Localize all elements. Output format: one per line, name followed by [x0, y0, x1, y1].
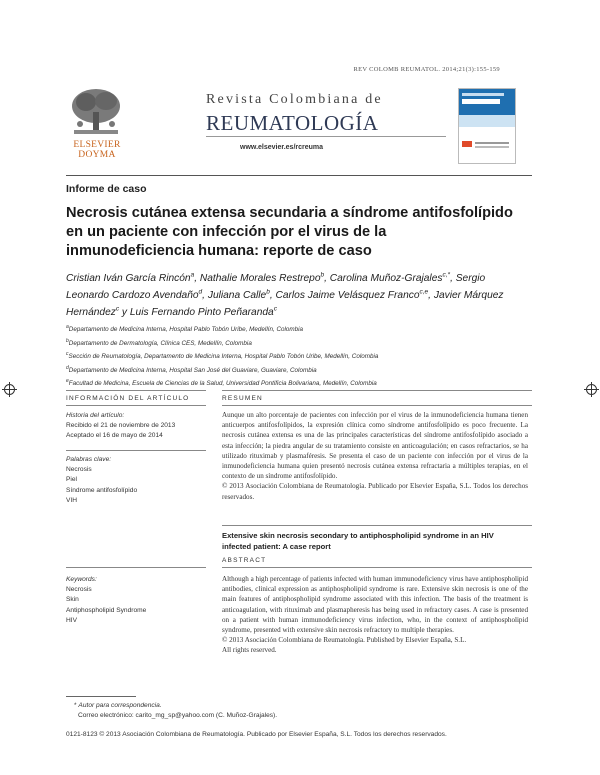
author: Luis Fernando Pinto Peñaranda$^c$: [129, 305, 277, 319]
affiliation: $^e$Facultad de Medicina, Escuela de Ciencias de la Salud, Universidad Pontificia Bolivariana, Medellín, Colombia: [66, 378, 377, 388]
article-history: [66, 411, 206, 442]
author: Carlos Jaime Velásquez Franco$^{c,e}$,: [275, 288, 432, 302]
header-divider: [206, 136, 446, 137]
article-info-rule: [66, 405, 206, 406]
article-title: Necrosis cutánea extensa secundaria a síndrome antifosfolípido en un paciente con infección por el virus de la inmunodeficiencia humana: reporte de caso: [66, 205, 513, 259]
abstract-copyright: © 2013 Asociación Colombiana de Reumatología. Published by Elsevier España, S.L.: [222, 636, 467, 645]
resumen-top-rule: [222, 390, 532, 391]
author: Carolina Muñoz-Grajales$^{c,*}$,: [329, 272, 453, 285]
resumen-rule: [222, 405, 532, 406]
affiliation-list: [66, 322, 526, 390]
author: Nathalie Morales Restrepo$^b$,: [199, 272, 330, 285]
article-info-heading: INFORMACIÓN DEL ARTÍCULO: [66, 395, 190, 402]
english-keywords: [66, 575, 206, 626]
keyword: Antiphospholipid Syndrome: [66, 606, 147, 614]
affiliation: $^d$Departamento de Medicina Interna, Hospital San José del Guaviare, Guaviare, Colombia: [66, 364, 317, 374]
english-title: Extensive skin necrosis secondary to antiphospholipid syndrome in an HIV infected patient: A case report: [222, 531, 494, 551]
keyword: Piel: [66, 476, 77, 484]
author-list: [66, 269, 526, 320]
registration-mark-left: [4, 384, 15, 395]
keyword: Necrosis: [66, 586, 92, 594]
corresponding-author-label: Autor para correspondencia.: [78, 702, 162, 709]
abstract-text: Although a high percentage of patients infected with human immunodeficiency virus have antiphospholipid antibodies, clinical expression as antiphospholipid syndrome is rare. Extensive skin necrosis is one of the main features of antiphospholipid syndrome associated with this infection. The basis of the treatment is anticoagulation, with rituximab and plasmapheresis has being used in refractory cases. A case is presented on a patient with human immunodeficiency virus infection, who, in the context of antiphospholipid syndrome, presented with extensive skin necrosis refractory to multiple therapies. © 2013 Asociación Colombiana de Reumatología. Published by Elsevier España, S.L. All rights reserved.: [222, 575, 528, 655]
journal-cover-thumbnail: [458, 88, 516, 164]
publisher-imprint: DOYMA: [78, 150, 116, 160]
keyword: Skin: [66, 596, 79, 604]
keyword: Necrosis: [66, 466, 92, 474]
affiliation: $^b$Departamento de Dermatología, Clínica CES, Medellín, Colombia: [66, 337, 252, 347]
journal-name-line2: REUMATOLOGÍA: [206, 111, 379, 135]
registration-mark-right: [586, 384, 597, 395]
abstract-rule: [222, 567, 532, 568]
spanish-keywords: [66, 455, 206, 506]
english-keywords-rule: [66, 567, 206, 568]
affiliation: $^c$Sección de Reumatología, Departamento de Medicina Interna, Hospital Pablo Tobón Uribe, Medellín, Colombia: [66, 351, 379, 361]
author: Javier Márquez Hernández$^c$ y: [66, 290, 504, 319]
abstract-heading: ABSTRACT: [222, 557, 267, 564]
affiliation: $^a$Departamento de Medicina Interna, Hospital Pablo Tobón Uribe, Medellín, Colombia: [66, 324, 304, 334]
corresponding-author-note: [74, 701, 162, 711]
abstract-rights: All rights reserved.: [222, 646, 277, 655]
article-info-top-rule: [66, 390, 206, 391]
keywords-rule: [66, 450, 206, 451]
keyword: Síndrome antifosfolípido: [66, 486, 138, 494]
journal-citation: REV COLOMB REUMATOL. 2014;21(3):155-159: [353, 66, 500, 73]
issn-copyright-line: 0121-8123 © 2013 Asociación Colombiana de Reumatología. Publicado por Elsevier España, S.L. Todos los derechos reservados.: [66, 731, 447, 738]
article-section: Informe de caso: [66, 183, 147, 195]
history-label: Historia del artículo:: [66, 412, 125, 419]
resumen-heading: RESUMEN: [222, 395, 263, 402]
header-rule: [66, 175, 532, 176]
elsevier-tree-logo: [66, 86, 126, 138]
publisher-name: ELSEVIER: [73, 140, 121, 150]
accepted-date: Aceptado el 16 de mayo de 2014: [66, 432, 163, 440]
journal-name-line1: Revista Colombiana de: [206, 92, 383, 107]
resumen-text: Aunque un alto porcentaje de pacientes con infección por el virus de la inmunodeficiencia humana tienen anticuerpos antifosfolípidos, la expresión clínica como síndrome antifosfolípido es poco frecuente. La necrosis cutánea extensa es una de las principales características del síndrome antifosfolípido asociado a esta infección; la piedra angular de su tratamiento consiste en anticoagulación; en casos refractarios, se ha utilizado rituximab y plasmaféresis. Se presenta el caso de un paciente con infección por el virus de la inmunodeficiencia humana quien presentó necrosis cutánea extensa refractaria a múltiples terapias, en el contexto de un síndrome antifosfolípido. © 2013 Asociación Colombiana de Reumatología. Publicado por Elsevier España, S.L. Todos los derechos reservados.: [222, 411, 528, 501]
author: Cristian Iván García Rincón$^a$,: [66, 272, 200, 285]
resumen-copyright: © 2013 Asociación Colombiana de Reumatología. Publicado por Elsevier España, S.L. Todos los derechos reservados.: [222, 482, 528, 501]
keyword: VIH: [66, 496, 77, 504]
footnote-rule: [66, 696, 136, 697]
footnote-mark: *: [74, 702, 77, 709]
author: Sergio Leonardo Cardozo Avendaño$^d$,: [66, 273, 486, 302]
corresponding-email: Correo electrónico: carito_mg_sp@yahoo.com (C. Muñoz-Grajales).: [78, 712, 278, 719]
publisher-logo-text: [66, 140, 128, 160]
keyword: HIV: [66, 616, 77, 624]
author: Juliana Calle$^b$,: [207, 288, 276, 302]
journal-url[interactable]: www.elsevier.es/rcreuma: [240, 144, 324, 151]
keywords-label: Keywords:: [66, 576, 97, 583]
english-title-rule: [222, 525, 532, 526]
received-date: Recibido el 21 de noviembre de 2013: [66, 422, 176, 430]
keywords-label: Palabras clave:: [66, 456, 112, 463]
